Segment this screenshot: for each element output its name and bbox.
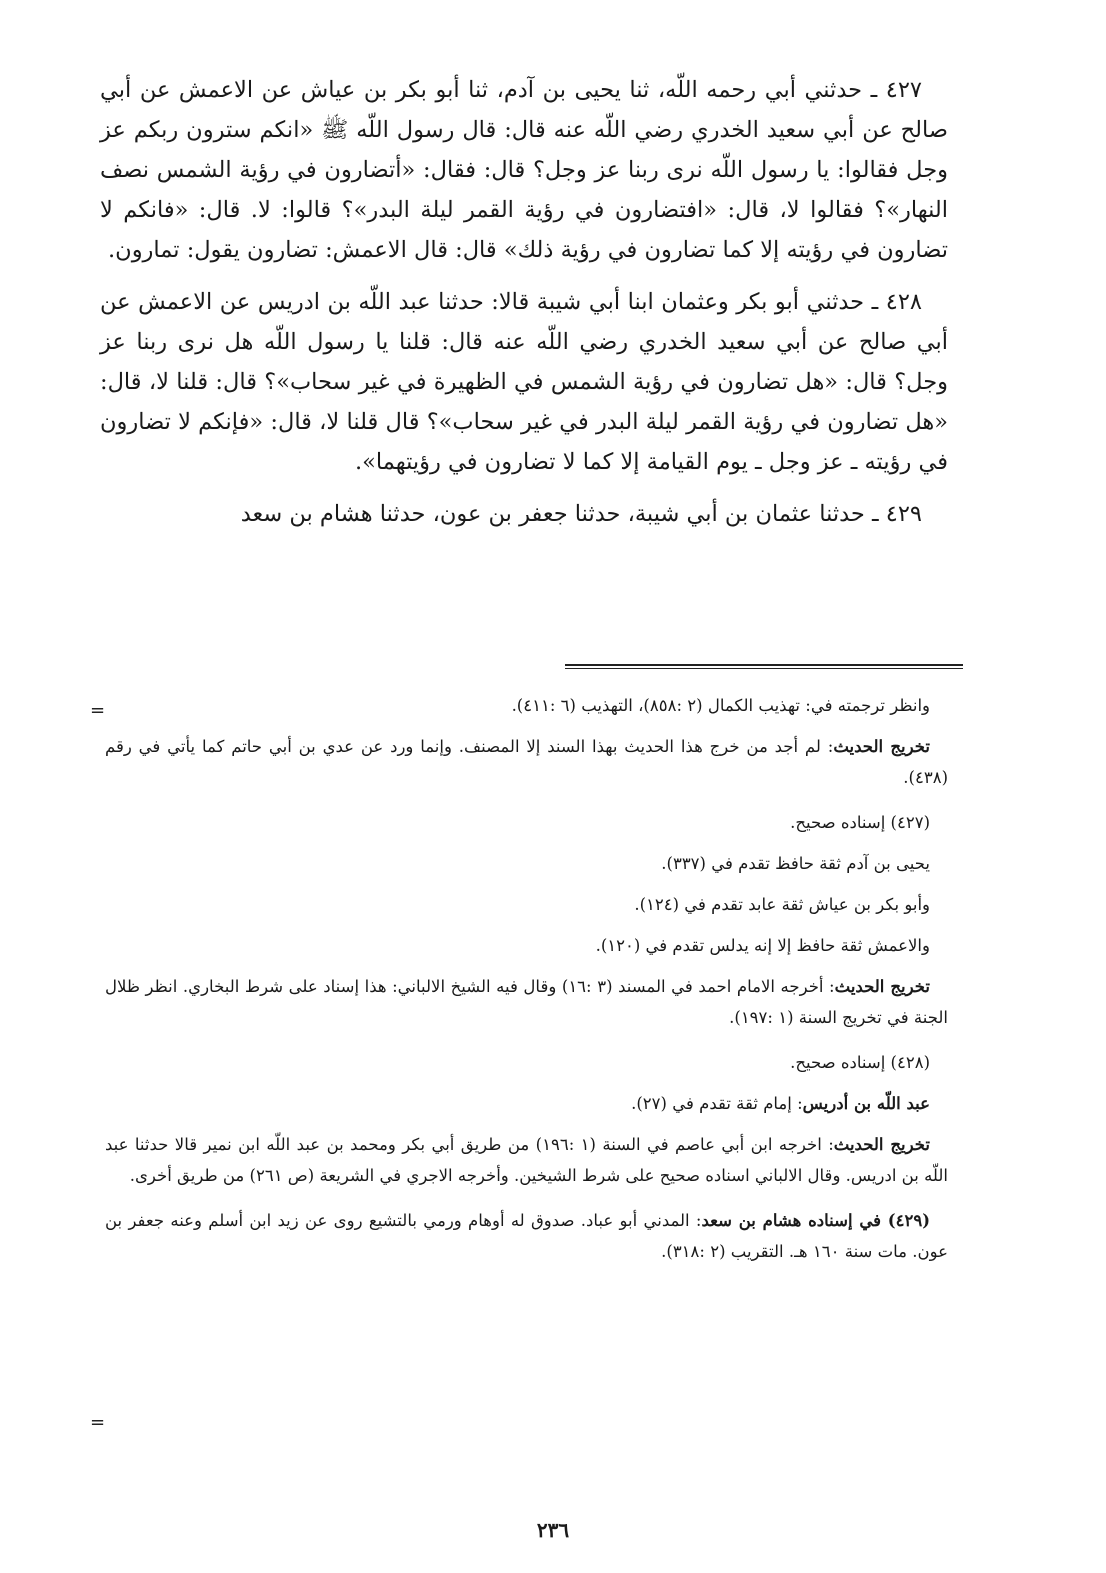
footnote-line (105, 1088, 948, 1119)
hadith-427: ٤٢٧ ـ حدثني أبي رحمه اللّه، ثنا يحيى بن آدم، ثنا أبو بكر بن عياش عن الاعمش عن أبي صالح عن أبي سعيد الخدري رضي اللّه عنه قال: قال رسول اللّه ﷺ «انكم سترون ربكم عز وجل فقالوا: يا رسول اللّه نرى ربنا عز وجل؟ قال: فقال: «أتضارون في رؤية الشمس نصف النهار»؟ فقالوا لا، قال: «افتضارون في رؤية القمر ليلة البدر»؟ قالوا: لا. قال: «فانكم لا تضارون في رؤيته إلا كما تضارون في رؤية ذلك» قال: قال الاعمش: تضارون يقول: تمارون. (100, 77, 948, 263)
footnote-label: (٤٢٩) في إسناده هشام بن سعد (701, 1211, 930, 1230)
footnote-line: والاعمش ثقة حافظ إلا إنه يدلس تقدم في (١٢٠). (595, 936, 930, 955)
footnote-line: (٤٢٨) إسناده صحيح. (790, 1053, 930, 1072)
footnote-text: : إمام ثقة تقدم في (٢٧). (631, 1094, 803, 1113)
footnote-line: (٤٢٧) إسناده صحيح. (790, 813, 930, 832)
footnote-label: عبد اللّه بن أدريس (802, 1094, 930, 1113)
footnote-line: وأبو بكر بن عياش ثقة عابد تقدم في (١٢٤). (634, 895, 930, 914)
footnote-line (105, 971, 948, 1033)
footnote-text: : المدني أبو عباد. صدوق له أوهام ورمي بالتشيع روى عن زيد ابن أسلم وعنه جعفر بن عون. مات سنة ١٦٠ هـ. التقريب (٢ :٣١٨). (105, 1211, 948, 1261)
footnote-line: وانظر ترجمته في: تهذيب الكمال (٢ :٨٥٨)، التهذيب (٦ :٤١١). (511, 696, 930, 715)
footnote-line: يحيى بن آدم ثقة حافظ تقدم في (٣٣٧). (661, 854, 930, 873)
footnote-text: : اخرجه ابن أبي عاصم في السنة (١ :١٩٦) من طريق أبي بكر ومحمد بن عبد اللّه ابن نمير قالا حدثنا عبد اللّه بن ادريس. وقال الالباني اسناده صحيح على شرط الشيخين. وأخرجه الاجري في الشريعة (ص ٢٦١) من طريق أخرى. (105, 1135, 948, 1185)
footnotes (105, 690, 948, 1277)
footnote-line (105, 731, 948, 793)
main-text (100, 70, 948, 546)
footnote-text: : لم أجد من خرج هذا الحديث بهذا السند إلا المصنف. وإنما ورد عن عدي بن أبي حاتم كما يأتي في رقم (٤٣٨). (105, 737, 948, 787)
footnote-line (105, 1129, 948, 1191)
footnote-text: : أخرجه الامام احمد في المسند (٣ :١٦) وقال فيه الشيخ الالباني: هذا إسناد على شرط البخاري. انظر ظلال الجنة في تخريج السنة (١ :١٩٧). (105, 977, 948, 1027)
hadith-429: ٤٢٩ ـ حدثنا عثمان بن أبي شيبة، حدثنا جعفر بن عون، حدثنا هشام بن سعد (240, 501, 922, 527)
footnote-label: تخريج الحديث (834, 977, 931, 996)
continuation-mark-bottom: = (90, 1412, 106, 1433)
footnote-line (105, 1205, 948, 1267)
continuation-mark-top: = (90, 700, 106, 721)
page-number: ٢٣٦ (536, 1518, 570, 1542)
footnote-label: تخريج الحديث (833, 1135, 930, 1154)
hadith-428: ٤٢٨ ـ حدثني أبو بكر وعثمان ابنا أبي شيبة قالا: حدثنا عبد اللّه بن ادريس عن الاعمش عن أبي صالح عن أبي سعيد الخدري رضي اللّه عنه قال: قلنا يا رسول اللّه هل نرى ربنا عز وجل؟ قال: «هل تضارون في رؤية الشمس في الظهيرة في غير سحاب»؟ قال: قلنا لا، قال: «هل تضارون في رؤية القمر ليلة البدر في غير سحاب»؟ قال قلنا لا، قال: «فإنكم لا تضارون في رؤيته ـ عز وجل ـ يوم القيامة إلا كما لا تضارون في رؤيتهما». (100, 289, 948, 475)
footnote-label: تخريج الحديث (833, 737, 930, 756)
footnote-divider (565, 664, 963, 669)
